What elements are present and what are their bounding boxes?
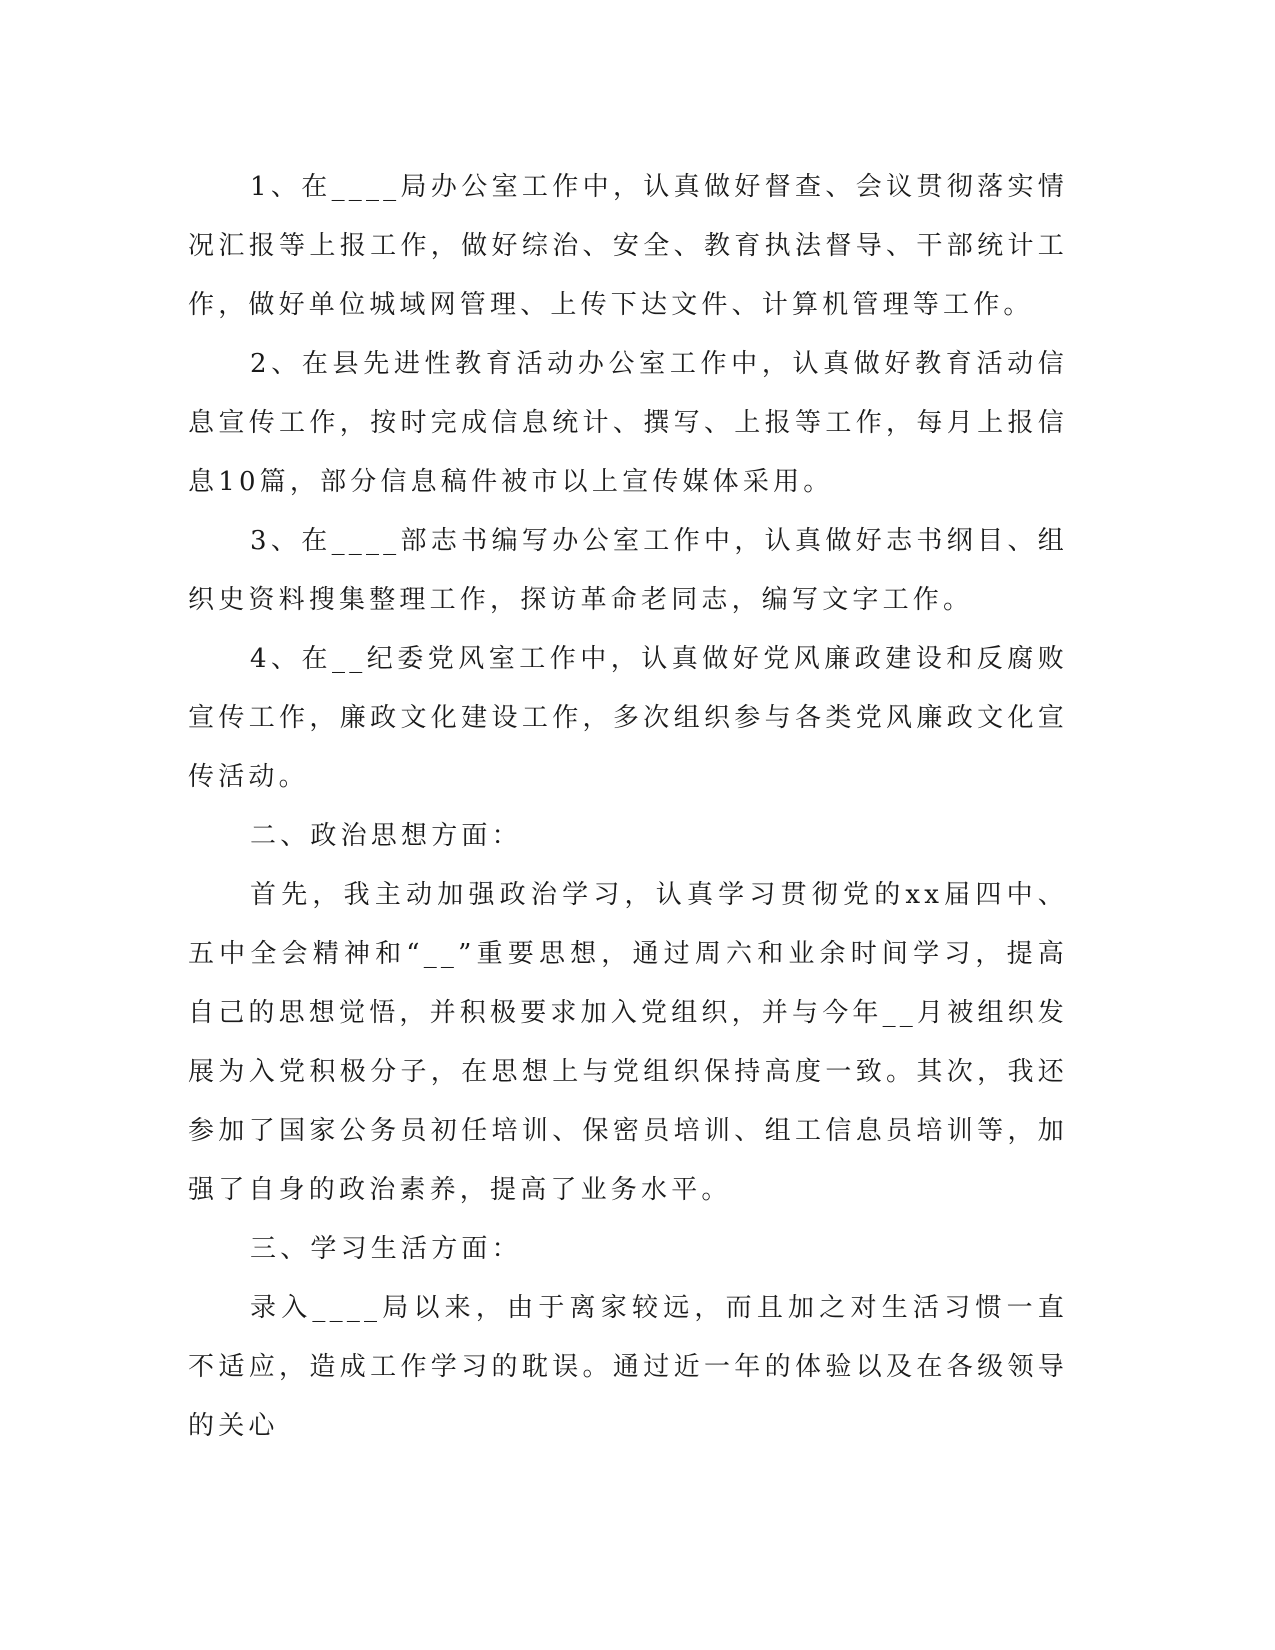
paragraph-work-item-1: 1、在____局办公室工作中，认真做好督查、会议贯彻落实情况汇报等上报工作，做好综治、安全、教育执法督导、干部统计工作，做好单位城域网管理、上传下达文件、计算机管理等工作。 [188,172,1068,320]
section-heading-political: 二、政治思想方面： [250,821,522,851]
paragraph-political-thought: 首先，我主动加强政治学习，认真学习贯彻党的xx届四中、五中全会精神和“__”重要思想，通过周六和业余时间学习，提高自己的思想觉悟，并积极要求加入党组织，并与今年__月被组织发展为入党积极分子，在思想上与党组织保持高度一致。其次，我还参加了国家公务员初任培训、保密员培训、组工信息员培训等，加强了自身的政治素养，提高了业务水平。 [188,880,1069,1205]
paragraph-work-item-2: 2、在县先进性教育活动办公室工作中，认真做好教育活动信息宣传工作，按时完成信息统计、撰写、上报等工作，每月上报信息10篇，部分信息稿件被市以上宣传媒体采用。 [188,349,1068,497]
paragraph-work-item-3: 3、在____部志书编写办公室工作中，认真做好志书纲目、组织史资料搜集整理工作，探访革命老同志，编写文字工作。 [188,526,1068,615]
paragraph-study-life: 录入____局以来，由于离家较远，而且加之对生活习惯一直不适应，造成工作学习的耽误。通过近一年的体验以及在各级领导的关心 [188,1293,1068,1441]
section-heading-study-life: 三、学习生活方面： [250,1234,522,1264]
document-body [188,158,1068,1456]
paragraph-work-item-4: 4、在__纪委党风室工作中，认真做好党风廉政建设和反腐败宣传工作，廉政文化建设工作，多次组织参与各类党风廉政文化宣传活动。 [188,644,1068,792]
